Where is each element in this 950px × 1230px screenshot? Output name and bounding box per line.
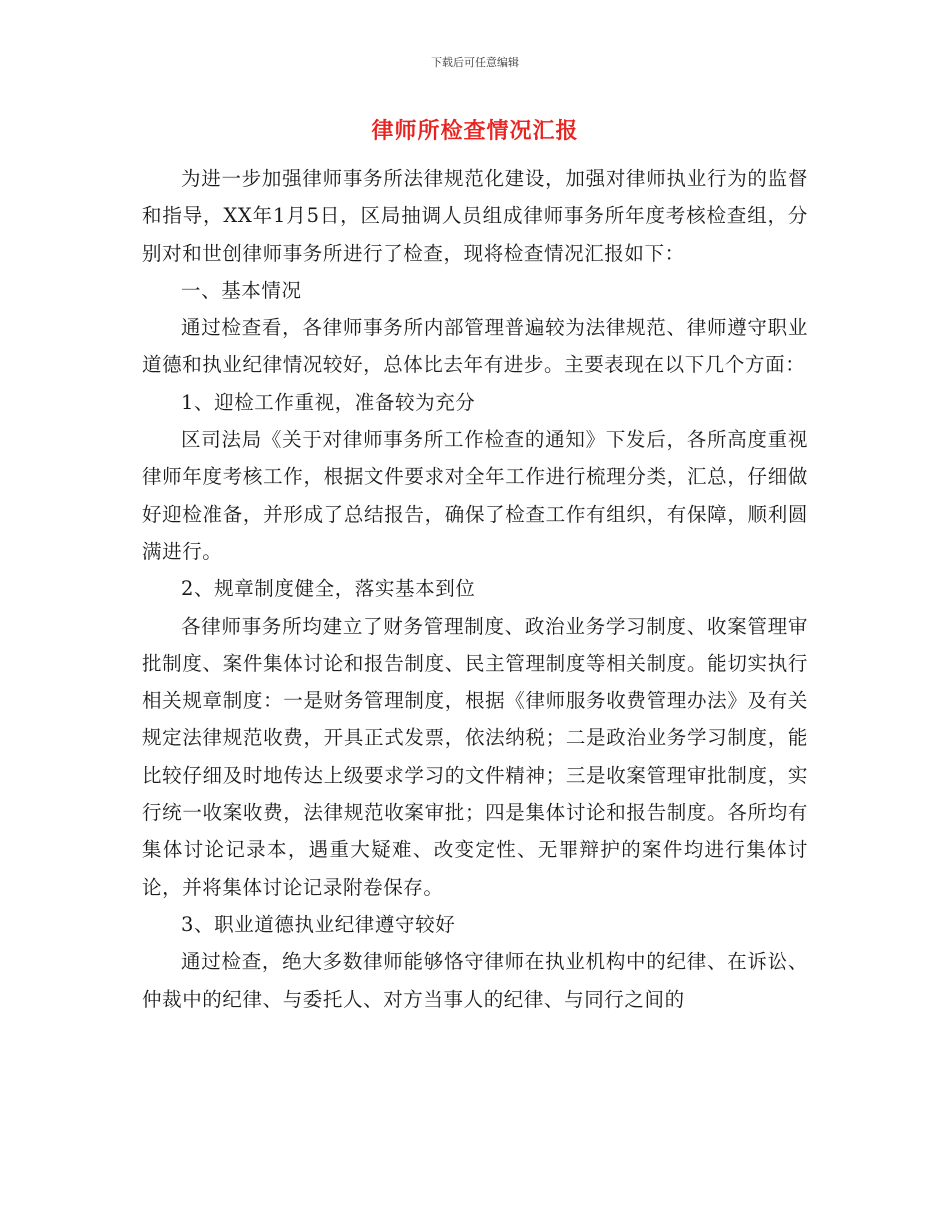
document-body <box>142 160 808 1018</box>
body-paragraph: 通过检查，绝大多数律师能够恪守律师在执业机构中的纪律、在诉讼、仲裁中的纪律、与委托人、对方当事人的纪律、与同行之间的 <box>142 950 808 1011</box>
body-paragraph: 各律师事务所均建立了财务管理制度、政治业务学习制度、收案管理审批制度、案件集体讨论和报告制度、民主管理制度等相关制度。能切实执行相关规章制度：一是财务管理制度，根据《律师服务收费管理办法》及有关规定法律规范收费，开具正式发票，依法纳税；二是政治业务学习制度，能比较仔细及时地传达上级要求学习的文件精神；三是收案管理审批制度，实行统一收案收费，法律规范收案审批；四是集体讨论和报告制度。各所均有集体讨论记录本，遇重大疑难、改变定性、无罪辩护的案件均进行集体讨论，并将集体讨论记录附卷保存。 <box>142 614 808 899</box>
intro-paragraph: 为进一步加强律师事务所法律规范化建设，加强对律师执业行为的监督和指导，XX年1月5日，区局抽调人员组成律师事务所年度考核检查组，分别对和世创律师事务所进行了检查，现将检查情况汇报如下： <box>142 167 808 265</box>
subsection-heading-2: 2、规章制度健全，落实基本到位 <box>181 577 476 601</box>
subsection-heading-1: 1、迎检工作重视，准备较为充分 <box>181 390 476 414</box>
section-heading-basic-situation: 一、基本情况 <box>181 278 302 302</box>
document-title: 律师所检查情况汇报 <box>371 119 579 144</box>
page-header-note: 下载后可任意编辑 <box>431 56 519 69</box>
body-paragraph: 通过检查看，各律师事务所内部管理普遍较为法律规范、律师遵守职业道德和执业纪律情况较好，总体比去年有进步。主要表现在以下几个方面： <box>142 316 808 377</box>
body-paragraph: 区司法局《关于对律师事务所工作检查的通知》下发后，各所高度重视律师年度考核工作，根据文件要求对全年工作进行梳理分类，汇总，仔细做好迎检准备，并形成了总结报告，确保了检查工作有组织，有保障，顺利圆满进行。 <box>142 428 808 563</box>
subsection-heading-3: 3、职业道德执业纪律遵守较好 <box>181 912 456 936</box>
